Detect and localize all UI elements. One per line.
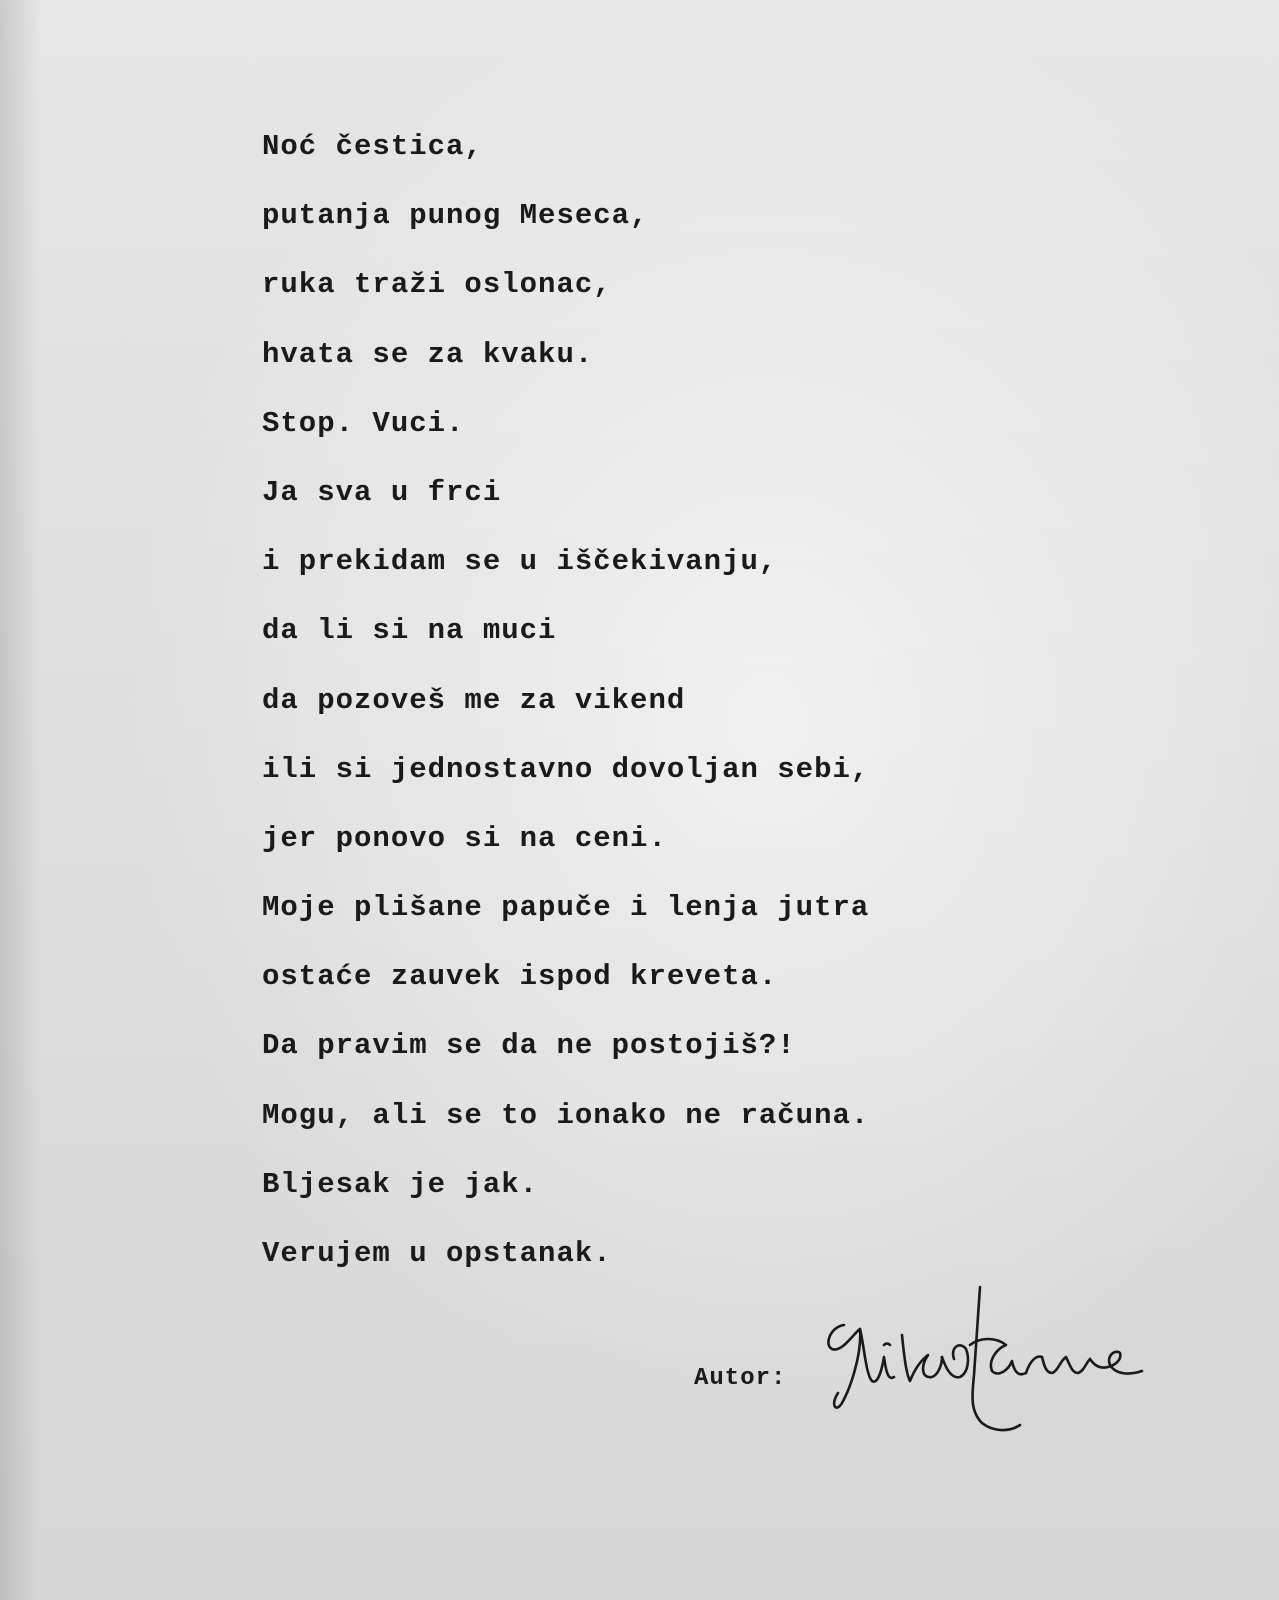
poem-line: Verujem u opstanak. [262, 1237, 612, 1270]
poem-line: jer ponovo si na ceni. [262, 821, 667, 855]
poem-line: hvata se za kvaku. [262, 337, 594, 371]
paper-edge-shadow [0, 0, 40, 1600]
poem-line: Ja sva u frci [262, 475, 502, 509]
poem [262, 112, 869, 1288]
poem-line: Bljesak je jak. [262, 1167, 539, 1201]
poem-line: Da pravim se da ne postojiš?! [262, 1029, 796, 1063]
poem-line: Noć čestica, [262, 130, 483, 163]
poem-line: i prekidam se u iščekivanju, [262, 545, 778, 579]
poem-line: da li si na muci [262, 614, 557, 648]
poem-line: putanja punog Meseca, [262, 199, 649, 233]
poem-line: Stop. Vuci. [262, 406, 465, 440]
poem-line: ruka traži oslonac, [262, 268, 612, 302]
poem-line: Mogu, ali se to ionako ne računa. [262, 1098, 870, 1132]
poem-line: Moje plišane papuče i lenja jutra [262, 891, 870, 925]
signature-icon [820, 1285, 1160, 1445]
author-label: Autor: [694, 1365, 787, 1392]
poem-line: ili si jednostavno dovoljan sebi, [262, 752, 870, 786]
poem-line: da pozoveš me za vikend [262, 683, 686, 717]
poem-line: ostaće zauvek ispod kreveta. [262, 960, 778, 994]
